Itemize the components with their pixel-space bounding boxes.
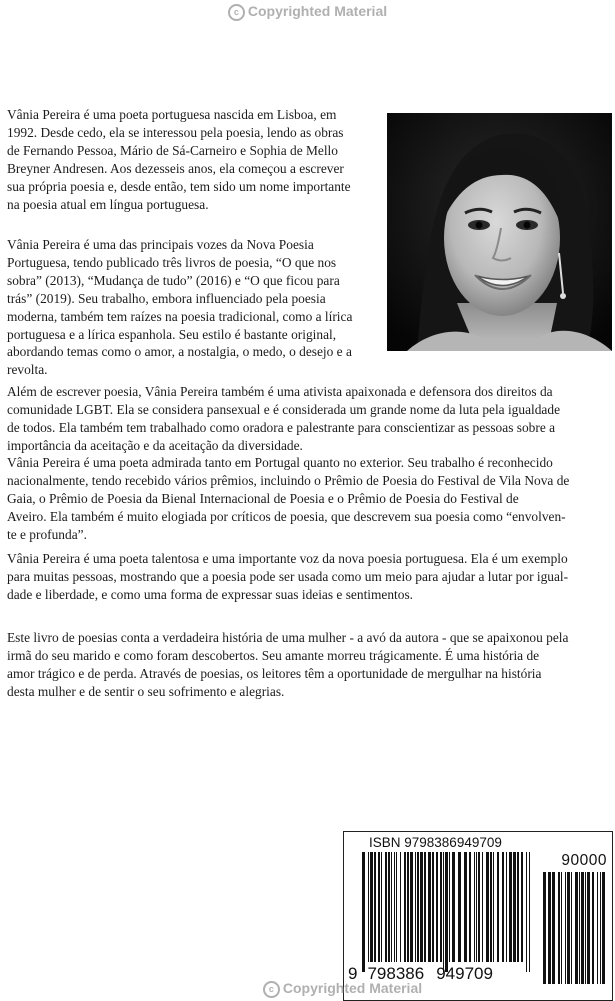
text-line: Breyner Andresen. Aos dezesseis anos, ela começou a escrever	[7, 160, 344, 176]
isbn-label: ISBN 9798386949709	[369, 835, 502, 850]
bio-paragraph-5	[7, 550, 568, 604]
barcode-bar	[506, 852, 507, 962]
barcode-bar	[592, 872, 594, 984]
text-line: importância da aceitação e da aceitação da diversidade.	[7, 437, 303, 453]
barcode-bar	[497, 852, 499, 962]
text-line: para muitas pessoas, mostrando que a poesia pode ser usada como um meio para ajudar a lutar por igual-	[7, 568, 569, 584]
barcode-bar	[396, 852, 397, 962]
barcode-bar	[486, 852, 489, 962]
barcode-digit-group-2: 949709	[436, 964, 493, 983]
text-line: te e profunda”.	[7, 526, 87, 542]
text-line: Vânia Pereira é uma poeta talentosa e uma importante voz da nova poesia portuguesa. Ela é um exemplo	[7, 551, 568, 566]
barcode-bar	[374, 852, 376, 962]
text-line: desta mulher e de sentir o seu sofrimento e alegrias.	[7, 683, 285, 699]
text-line: Gaia, o Prêmio de Poesia da Bienal Internacional de Poesia e o Prêmio de Poesia do Festival de	[7, 490, 519, 506]
barcode-bar	[404, 852, 406, 962]
barcode-bar	[378, 852, 380, 962]
barcode-bar	[587, 872, 590, 984]
barcode-bar	[476, 852, 477, 962]
barcode-bar	[391, 852, 392, 962]
barcode-bar	[436, 852, 438, 962]
isbn-barcode	[343, 831, 613, 1001]
barcode-bar	[417, 852, 419, 962]
barcode-bar	[420, 852, 423, 962]
text-line: sobra” (2013), “Mudança de tudo” (2016) e “O que ficou para	[7, 272, 340, 288]
barcode-bar	[368, 852, 369, 962]
barcode-bar	[493, 852, 494, 962]
text-line: dade e liberdade, e como uma forma de expressar suas ideias e sentimentos.	[7, 586, 414, 602]
barcode-bar	[370, 852, 373, 962]
barcode-bar	[428, 852, 431, 962]
watermark-text: Copyrighted Material	[247, 3, 388, 19]
barcode-digit-group-1: 798386	[367, 964, 425, 983]
barcode-bar	[543, 872, 546, 984]
barcode-bar	[529, 852, 530, 972]
barcode-bar	[362, 852, 365, 972]
barcode-bar	[449, 852, 450, 962]
barcode-bar	[558, 872, 560, 984]
barcode-bar	[585, 872, 586, 984]
text-line: Vânia Pereira é uma poeta portuguesa nascida em Lisboa, em	[7, 107, 337, 122]
barcode-bar	[526, 852, 527, 972]
barcode-bar	[385, 852, 387, 962]
bio-paragraph-3	[7, 383, 560, 455]
copyright-icon: c	[263, 981, 280, 998]
barcode-bar	[482, 852, 483, 962]
barcode-bar	[571, 872, 572, 984]
text-line: amor trágico e de perda. Através de poesias, os leitores têm a oportunidade de mergulhar na história	[7, 665, 542, 681]
barcode-bar	[407, 852, 409, 962]
barcode-bar	[400, 852, 401, 962]
barcode-bar	[597, 872, 598, 984]
text-line: 1992. Desde cedo, ela se interessou pela poesia, lendo as obras	[7, 124, 344, 140]
text-line: moderna, também tem raízes na poesia tradicional, como a lírica	[7, 308, 353, 324]
barcode-bar	[452, 852, 455, 962]
text-line: Aveiro. Ela também é muito elogiada por críticos de poesia, que descrevem sua poesia como “envolven-	[7, 508, 566, 524]
barcode-digit-prefix: 9	[348, 964, 358, 983]
barcode-bar	[602, 872, 605, 984]
author-photo	[387, 113, 612, 351]
text-line: revolta.	[7, 362, 48, 378]
watermark-text: Copyrighted Material	[282, 980, 423, 996]
text-line: abordando temas como o amor, a nostalgia, o medo, o desejo e a	[7, 344, 352, 360]
text-line: comunidade LGBT. Ela se considera pansexual e é considerada um grande nome da luta pela igualdade	[7, 401, 561, 417]
barcode-bar	[502, 852, 504, 962]
barcode-bar	[490, 852, 492, 962]
bio-paragraph-1	[7, 106, 351, 213]
barcode-bar	[548, 872, 551, 984]
bio-paragraph-2	[7, 236, 352, 379]
barcode-bar	[381, 852, 382, 962]
text-line: trás” (2019). Seu trabalho, embora influenciado pela poesia	[7, 290, 326, 306]
barcode-bar	[445, 852, 448, 972]
watermark-bottom	[0, 980, 615, 998]
copyright-icon: c	[228, 4, 245, 21]
text-line: nacionalmente, tendo recebido vários prêmios, incluindo o Prêmio de Poesia do Festival de Vila Nova de	[7, 472, 570, 488]
bio-paragraph-4	[7, 454, 569, 544]
text-line: Além de escrever poesia, Vânia Pereira também é uma ativista apaixonada e defensora dos direitos da	[7, 384, 553, 399]
barcode-bar	[565, 872, 566, 984]
barcode-bar	[561, 872, 562, 984]
barcode-bar	[464, 852, 467, 962]
barcode-bar	[575, 872, 578, 984]
barcode-bar	[410, 852, 413, 962]
text-line: sua própria poesia e, desde então, tem sido um nome importante	[7, 178, 351, 194]
text-line: na poesia atual em língua portuguesa.	[7, 196, 209, 212]
text-line: portuguesa e a lírica espanhola. Seu estilo é bastante original,	[7, 326, 337, 342]
text-line: Vânia Pereira é uma poeta admirada tanto em Portugal quanto no exterior. Seu trabalho é reconhecido	[7, 455, 553, 470]
barcode-bar	[440, 852, 442, 962]
text-line: irmã do seu marido e como foram descobertos. Seu amante morreu trágicamente. É uma história de	[7, 647, 540, 663]
book-description	[7, 629, 568, 701]
barcode-bar	[567, 872, 570, 984]
barcode-bar	[513, 852, 516, 962]
barcode-bar	[458, 852, 461, 962]
barcode-bar	[388, 852, 390, 962]
barcode-bar	[443, 852, 444, 972]
watermark-top	[0, 3, 615, 21]
text-line: de todos. Ela também tem trabalhado como oradora e palestrante para conscientizar as pessoas sobre a	[7, 419, 556, 435]
author-portrait-image	[387, 113, 612, 351]
barcode-bar	[579, 872, 580, 984]
text-line: Vânia Pereira é uma das principais vozes da Nova Poesia	[7, 237, 314, 252]
price-code: 90000	[561, 852, 607, 869]
barcode-bar	[474, 852, 475, 962]
barcode-bar	[517, 852, 519, 962]
text-line: Este livro de poesias conta a verdadeira história de uma mulher - a avó da autora - que se apaixonou pela	[7, 630, 569, 645]
barcode-bar	[415, 852, 416, 962]
barcode-bar	[509, 852, 512, 962]
barcode-bar	[521, 852, 523, 962]
barcode-bar	[600, 872, 601, 984]
text-line: de Fernando Pessoa, Mário de Sá-Carneiro e Sophia de Mello	[7, 142, 338, 158]
barcode-bar	[581, 872, 584, 984]
barcode-bar	[469, 852, 471, 962]
barcode-bar	[424, 852, 426, 962]
barcode-bar	[432, 852, 434, 962]
barcode-bar	[394, 852, 395, 962]
text-line: Portuguesa, tendo publicado três livros de poesia, “O que nos	[7, 254, 337, 270]
barcode-bar	[552, 872, 555, 984]
barcode-bar	[478, 852, 480, 962]
